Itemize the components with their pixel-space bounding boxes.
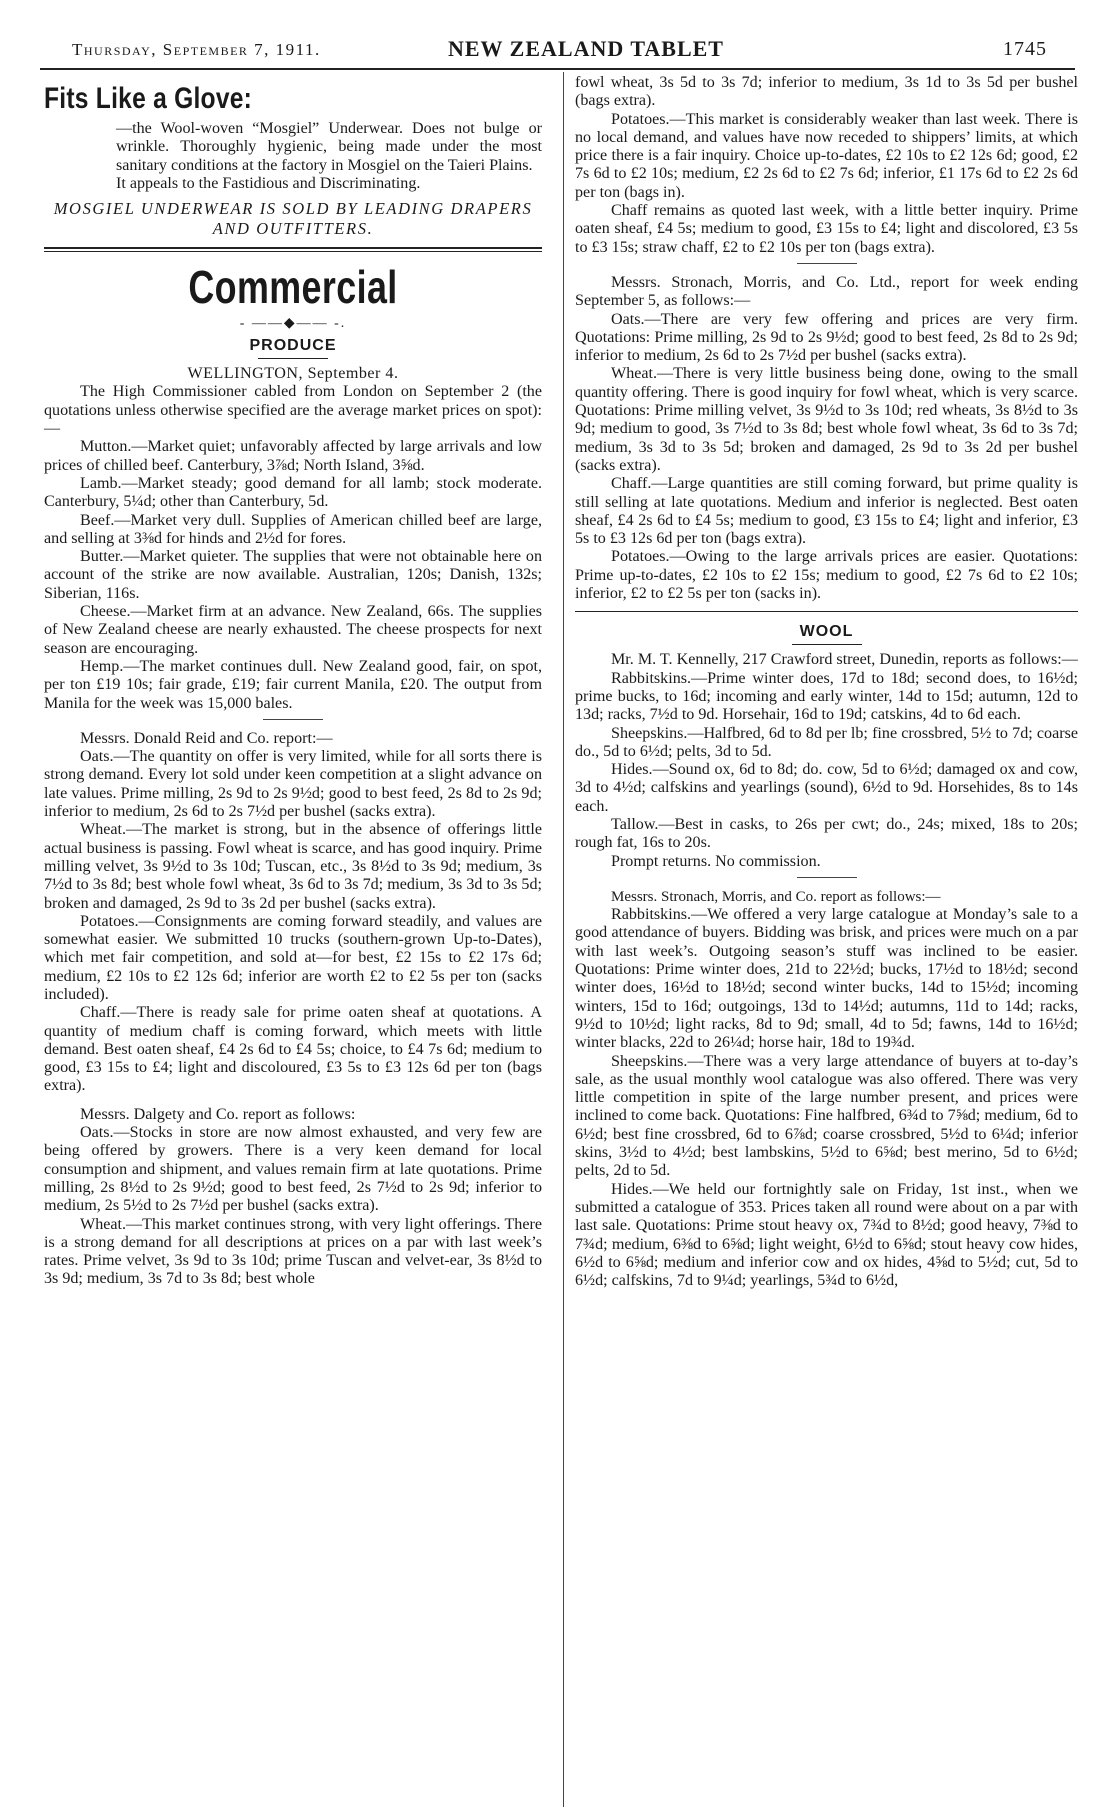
section-title: Commercial (188, 261, 398, 314)
paragraph: Messrs. Dalgety and Co. report as follows: (80, 1105, 356, 1123)
paragraph: Lamb.—Market steady; good demand for all lamb; stock moderate. Canterbury, 5¼d; other than Canterbury, 5d. (44, 474, 542, 511)
header-title: NEW ZEALAND TABLET (448, 36, 724, 61)
paragraph: Cheese.—Market firm at an advance. New Zealand, 66s. The supplies of New Zealand cheese are nearly exhausted. The cheese prospects for next season are encouraging. (44, 603, 542, 657)
section-rule (44, 247, 542, 252)
paragraph: Sheepskins.—Halfbred, 6d to 8d per lb; fine crossbred, 5½ to 7d; coarse do., 5d to 6½d; pelts, 3d to 5d. (575, 724, 1078, 760)
ad-paragraph: —the Wool-woven “Mosgiel” Underwear. Does not bulge or wrinkle. Thoroughly hygienic, being made under the most sanitary conditions at the factory in Mosgiel on the Taieri Plains. (116, 120, 542, 174)
paragraph: Wheat.—This market continues strong, with very light offerings. There is a strong demand for all descriptions at prices on a par with last week’s rates. Prime velvet, 3s 9d to 3s 10d; prime Tuscan and velvet-ear, 3s 8½d to 3s 9d; medium, 3s 7d to 3s 8d; best whole (44, 1215, 542, 1288)
paragraph: Hemp.—The market continues dull. New Zealand good, fair, on spot, per ton £19 10s; fair grade, £19; fair current Manila, £20. The output from Manila for the week was 15,000 bales. (44, 657, 542, 712)
paragraph: Wheat.—The market is strong, but in the absence of offerings little actual business is passing. Fowl wheat is scarce, and has good inquiry. Prime milling velvet, 3s 9½d to 3s 10d; Tuscan, etc., 3s 8½d to 3s 9d; medium, 3s 7½d to 3s 8d; best whole fowl wheat, 3s 6d to 3s 7d; medium, 3s 3d to 3s 5d; broken and damaged, 2s 9d to 3s 2d per bushel (sacks extra). (44, 821, 542, 912)
divider (263, 719, 323, 720)
paragraph: Messrs. Stronach, Morris, and Co. Ltd., report for week ending September 5, as follows:— (575, 273, 1078, 310)
paragraph: Butter.—Market quieter. The supplies that were not obtainable here on account of the strike are now available. Australian, 120s; Danish, 132s; Siberian, 116s. (44, 548, 542, 602)
subheading-rule (792, 644, 862, 645)
paragraph: Potatoes.—This market is considerably weaker than last week. There is no local demand, and values have now receded to shippers’ limits, at which price there is a fair inquiry. Choice up-to-dates, £2 10s to £2 12s 6d; good, £2 7s 6d to £2 10s; medium, £2 2s 6d to £2 7s 6d; inferior, £1 17s 6d to £2 2s 6d per ton (bags in). (575, 110, 1078, 201)
paragraph: Rabbitskins.—Prime winter does, 17d to 18d; second does, to 16½d; prime bucks, to 16d; incoming and early winter, 14d to 15d; autumn, 12d to 13d; racks, 7½d to 9d. Horsehair, 16d to 19d; catskins, 4d to 6d each. (575, 669, 1078, 724)
ad-paragraph: It appeals to the Fastidious and Discriminating. (116, 174, 421, 192)
paragraph: Oats.—There are very few offering and prices are very firm. Quotations: Prime milling, 2s 9d to 2s 9½d; good to best feed, 2s 8d to 2s 9d; inferior to medium, 2s 6d to 2s 7½d per bushel (sacks extra). (575, 310, 1078, 365)
paragraph: Tallow.—Best in casks, to 26s per cwt; do., 24s; mixed, 18s to 20s; rough fat, 16s to 20s. (575, 815, 1078, 852)
ad-tagline: MOSGIEL UNDERWEAR IS SOLD BY LEADING DRAPERS AND OUTFITTERS. (53, 199, 533, 239)
paragraph: Chaff.—Large quantities are still coming forward, but prime quality is still selling at late quotations. Medium and inferior is neglected. Best oaten sheaf, £4 2s 6d to £4 5s; medium to good, £3 15s to £4; light and inferior, £3 5s to £3 12s 6d per ton (bags extra). (575, 475, 1078, 548)
paragraph: Mr. M. T. Kennelly, 217 Crawford street, Dunedin, reports as follows:— (611, 651, 1078, 669)
section-rule (575, 611, 1078, 612)
paragraph: Prompt returns. No commission. (611, 852, 821, 870)
paragraph: Beef.—Market very dull. Supplies of American chilled beef are large, and selling at 3⅜d for hinds and 2½d for fores. (44, 511, 542, 547)
page-header (40, 36, 1075, 68)
divider (797, 877, 857, 878)
ad-title: Fits Like a Glove: (44, 82, 253, 115)
header-date: Thursday, September 7, 1911. (72, 40, 321, 59)
paragraph: Potatoes.—Consignments are coming forward steadily, and values are somewhat easier. We submitted 10 trucks (southern-grown Up-to-Dates), which met fair competition, and sold at—for best, £2 15s to £2 17s 6d; medium, £2 10s to £2 12s 6d; inferior are worth £2 to £2 5s per ton (sacks included). (44, 912, 542, 1003)
paragraph: Potatoes.—Owing to the large arrivals prices are easier. Quotations: Prime up-to-dates, £2 10s to £2 15s; medium to good, £2 7s 6d to £2 10s; inferior, £2 to £2 5s per ton (sacks in). (575, 548, 1078, 603)
paragraph: Oats.—Stocks in store are now almost exhausted, and very few are being offered by growers. There is a very keen demand for local consumption and shipment, and values remain firm at late quotations. Prime milling, 2s 8½d to 2s 9½d; good to best feed, 2s 7½d to 2s 9d; inferior to medium, 2s 5½d to 2s 7½d per bushel (sacks extra). (44, 1124, 542, 1215)
right-column (575, 74, 1078, 1290)
subheading-produce: PRODUCE (249, 337, 337, 355)
paragraph: Rabbitskins.—We offered a very large catalogue at Monday’s sale to a good attendance of buyers. Bidding was brisk, and prices were much on a par with last week’s. Outgoing season’s stuff was inclined to be easier. Quotations: Prime winter does, 21d to 22½d; bucks, 17½d to 18½d; second winter does, 16½d to 18½d; second winter bucks, 14d to 15½d; incoming winters, 15d to 16d; outgoings, 13d to 14½d; autumns, 11d to 14d; racks, 9½d to 10½d; light racks, 8d to 9d; small, 4d to 5d; fawns, 14d to 16½d; winter blacks, 22d to 26¼d; horse hair, 18d to 19¾d. (575, 906, 1078, 1052)
left-column (44, 74, 542, 1289)
ornament: - ——◆—— -. (239, 316, 347, 332)
paragraph: Oats.—The quantity on offer is very limited, while for all sorts there is strong demand. Every lot sold under keen competition at a slight advance on late values. Prime milling, 2s 9d to 2s 9½d; good to best feed, 2s 8d to 2s 9d; inferior to medium, 2s 6d to 2s 7½d per bushel (sacks extra). (44, 748, 542, 821)
subheading-rule (258, 358, 328, 359)
column-divider (563, 72, 564, 1807)
paragraph: Hides.—Sound ox, 6d to 8d; do. cow, 5d to 6½d; damaged ox and cow, 3d to 4½d; calfskins and yearlings (sound), 6½d to 9d. Horsehides, 8s to 14s each. (575, 761, 1078, 815)
page-number: 1745 (1003, 38, 1047, 60)
subheading-wool: WOOL (799, 623, 854, 641)
paragraph: Hides.—We held our fortnightly sale on Friday, 1st inst., when we submitted a catalogue of 353. Prices taken all round were about on a par with last sale. Quotations: Prime stout heavy ox, 7¾d to 8½d; good heavy, 7⅜d to 7¾d; medium, 6⅜d to 6⅝d; light weight, 6½d to 6⅝d; stout heavy cow hides, 6½d to 6⅝d; medium and inferior cow and ox hides, 4⅝d to 5½d; cut, 5d to 6½d; calfskins, 7d to 9¼d; yearlings, 5¾d to 6½d, (575, 1180, 1078, 1290)
header-rule (40, 68, 1075, 70)
paragraph: Sheepskins.—There was a very large attendance of buyers at to-day’s sale, as the usual monthly wool catalogue was also offered. There was very little competition in spite of the large number present, and prices were inclined to come back. Quotations: Fine halfbred, 6¾d to 7⅝d; medium, 6d to 6½d; best fine crossbred, 6d to 6⅞d; coarse crossbred, 5½d to 6¼d; inferior skins, 3½d to 4½d; best lambskins, 5½d to 6⅝d; best merino, 5d to 6½d; pelts, 2d to 5d. (575, 1052, 1078, 1180)
paragraph: fowl wheat, 3s 5d to 3s 7d; inferior to medium, 3s 1d to 3s 5d per bushel (bags extra). (575, 74, 1078, 110)
paragraph: Messrs. Stronach, Morris, and Co. report as follows:— (611, 888, 941, 905)
ad-body (116, 120, 542, 193)
paragraph: Messrs. Donald Reid and Co. report:— (80, 729, 333, 747)
paragraph: Chaff remains as quoted last week, with a little better inquiry. Prime oaten sheaf, £4 5s; medium to good, £3 15s to £4; light and discolored, £3 5s to £3 15s; straw chaff, £2 to £2 10s per ton (bags extra). (575, 202, 1078, 256)
paragraph: Chaff.—There is ready sale for prime oaten sheaf at quotations. A quantity of medium chaff is coming forward, which meets with little demand. Best oaten sheaf, £4 2s 6d to £4 5s; choice, to £4 7s 6d; medium to good, £3 15s to £4; light and discoloured, £3 5s to £3 12s 6d per ton (bags extra). (44, 1004, 542, 1095)
dateline: WELLINGTON, September 4. (187, 365, 399, 383)
paragraph: Wheat.—There is very little business being done, owing to the small quantity offering. There is good inquiry for fowl wheat, which is very scarce. Quotations: Prime milling velvet, 3s 9½d to 3s 10d; red wheats, 3s 8½d to 3s 9d; medium to good, 3s 7½d to 3s 8d; best whole fowl wheat, 3s 6d to 3s 7d; medium, 3s 3d to 3s 5d; broken and damaged, 2s 9d to 3s 2d per bushel (sacks extra). (575, 365, 1078, 474)
paragraph: The High Commissioner cabled from London on September 2 (the quotations unless otherwise specified are the average market prices on spot):— (44, 383, 542, 438)
divider (797, 263, 857, 264)
paragraph: Mutton.—Market quiet; unfavorably affected by large arrivals and low prices of chilled beef. Canterbury, 3⅞d; North Island, 3⅝d. (44, 438, 542, 474)
